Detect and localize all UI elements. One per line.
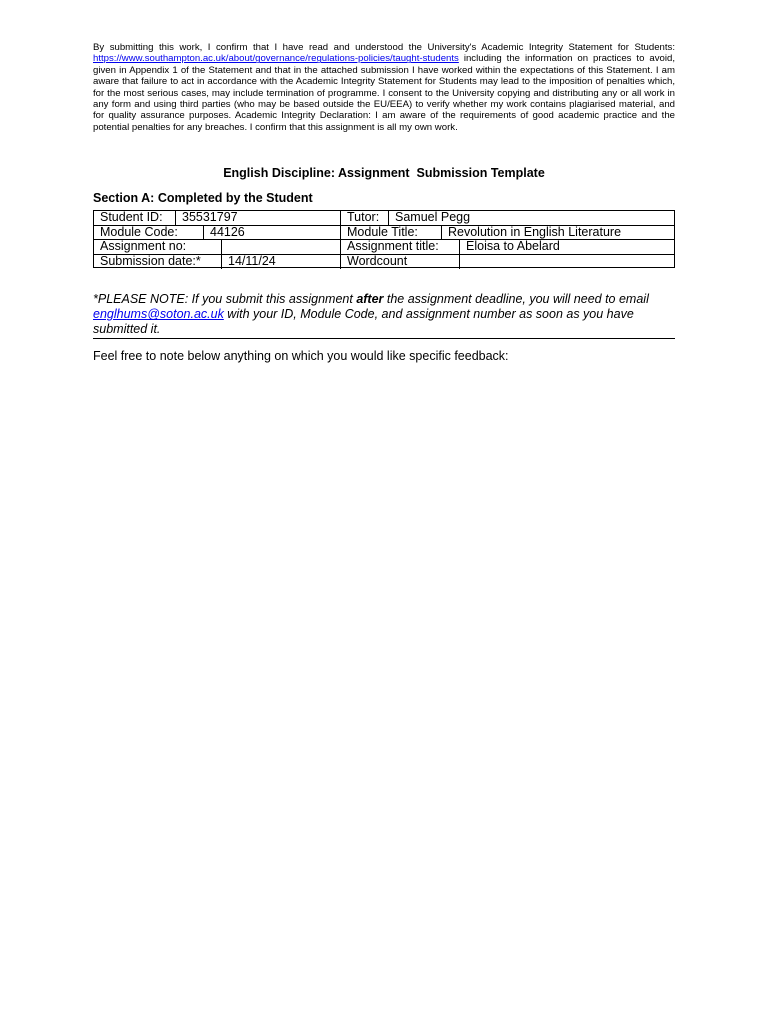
student-id-value: 35531797: [182, 210, 238, 225]
assignment-title-label: Assignment title:: [347, 239, 439, 254]
student-info-table: [93, 210, 675, 268]
note-text-intro: *PLEASE NOTE: If you submit this assignment: [93, 292, 357, 307]
declaration-text-intro: By submitting this work, I confirm that I have read and understood the University's Academic Integrity Statement for Students:: [93, 42, 675, 53]
table-row: [94, 240, 674, 255]
table-row: [94, 226, 674, 241]
section-a-heading: Section A: Completed by the Student: [93, 191, 313, 206]
document-page: [93, 42, 675, 363]
assignment-no-label: Assignment no:: [100, 239, 187, 254]
wordcount-label: Wordcount: [347, 253, 408, 268]
note-text-end: with your ID, Module Code, and assignment number as soon as you have submitted it.: [93, 307, 634, 337]
tutor-label: Tutor:: [347, 210, 380, 225]
late-submission-note: [93, 292, 675, 339]
module-title-label: Module Title:: [347, 224, 418, 239]
submission-date-value: 14/11/24: [228, 253, 276, 268]
feedback-prompt: Feel free to note below anything on which you would like specific feedback:: [93, 349, 509, 364]
contact-email-link[interactable]: englhums@soton.ac.uk: [93, 307, 224, 322]
assignment-title-value: Eloisa to Abelard: [466, 239, 560, 254]
student-id-label: Student ID:: [100, 210, 163, 225]
module-title-value: Revolution in English Literature: [448, 224, 622, 239]
module-code-value: 44126: [210, 224, 245, 239]
module-code-label: Module Code:: [100, 224, 178, 239]
tutor-value: Samuel Pegg: [395, 210, 471, 225]
document-title: English Discipline: Assignment Submission Template: [223, 166, 545, 181]
integrity-declaration: [93, 42, 675, 133]
assignment-no-value: [222, 240, 340, 254]
table-row: [94, 255, 674, 270]
note-emphasis: after: [356, 292, 384, 307]
note-text-middle: the assignment deadline, you will need to email: [383, 292, 649, 307]
wordcount-value: [460, 255, 674, 270]
integrity-statement-link[interactable]: https://www.southampton.ac.uk/about/governance/regulations-policies/taught-students: [93, 53, 459, 65]
submission-date-label: Submission date:*: [100, 253, 201, 268]
table-row: [94, 211, 674, 226]
declaration-text-body: including the information on practices to avoid, given in Appendix 1 of the Statement and that in the attached submission I have worked within the expectations of this Statement. I am aware that failure to act in accordance with the Academic Integrity Statement for Students may lead to the imposition of penalties which, for the most serious cases, may include termination of programme. I consent to the University copying and distributing any or all work in any form and using third parties (who may be based outside the EU/EEA) to verify whether my work contains plagiarised material, and for quality assurance purposes. Academic Integrity Declaration: I am aware of the requirements of good academic practice and the potential penalties for any breaches. I confirm that this assignment is all my own work.: [93, 53, 675, 133]
